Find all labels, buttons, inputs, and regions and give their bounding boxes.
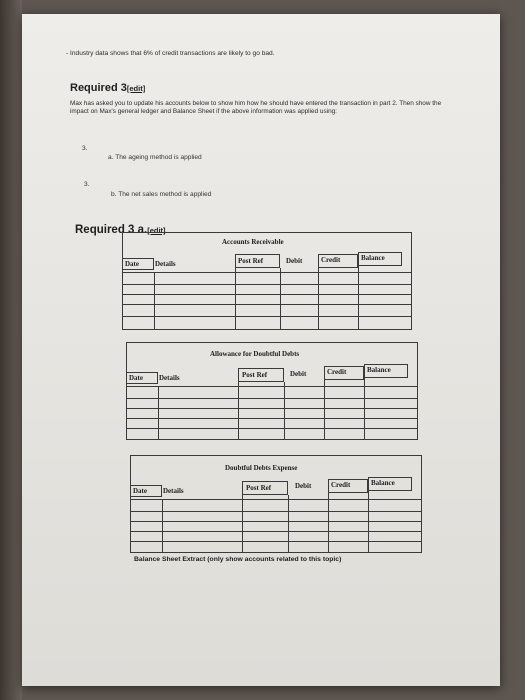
column-details: Details: [155, 260, 176, 268]
column-details: Details: [163, 487, 184, 495]
item-number: 3.: [82, 145, 88, 152]
edit-link[interactable]: [edit]: [126, 84, 146, 93]
industry-note: - Industry data shows that 6% of credit transactions are likely to go bad.: [66, 50, 275, 57]
column-balance: Balance: [371, 479, 395, 487]
column-debit: Debit: [286, 257, 303, 265]
ledger-title: Doubtful Debts Expense: [225, 464, 298, 472]
required-3a-title: Required 3 a.: [75, 224, 148, 236]
column-post-ref: Post Ref: [246, 484, 272, 492]
balance-sheet-extract-heading: Balance Sheet Extract (only show accounts related to this topic): [134, 556, 342, 563]
background-edge: [0, 0, 22, 700]
column-date: Date: [133, 487, 147, 495]
ledger-doubtful-debts-expense: [130, 455, 422, 555]
column-balance: Balance: [361, 254, 385, 262]
column-post-ref: Post Ref: [238, 257, 264, 265]
instructions-paragraph: Max has asked you to update his accounts below to show him how he should have entered the transaction in part 2. Then show the impact on Max's general ledger and Balance Sheet if the above information was applied using:: [70, 100, 442, 116]
ledger-accounts-receivable: [122, 232, 412, 332]
item-ageing-method: a. The ageing method is applied: [108, 154, 202, 161]
item-net-sales-method: b. The net sales method is applied: [111, 191, 212, 198]
column-debit: Debit: [290, 370, 307, 378]
required-3-heading: [70, 82, 145, 94]
column-credit: Credit: [327, 368, 347, 376]
column-credit: Credit: [331, 481, 351, 489]
ledger-title: Accounts Receivable: [222, 238, 284, 246]
column-post-ref: Post Ref: [242, 371, 268, 379]
column-credit: Credit: [321, 256, 341, 264]
ledger-title: Allowance for Doubtful Debts: [210, 350, 300, 358]
edit-link[interactable]: [edit]: [147, 226, 166, 235]
required-3-title: Required 3: [70, 82, 127, 94]
column-debit: Debit: [295, 482, 312, 490]
column-date: Date: [129, 374, 143, 382]
column-details: Details: [159, 374, 180, 382]
column-date: Date: [125, 260, 139, 268]
ledger-allowance-doubtful-debts: [126, 342, 418, 442]
column-balance: Balance: [367, 366, 391, 374]
item-number: 3.: [84, 181, 90, 188]
